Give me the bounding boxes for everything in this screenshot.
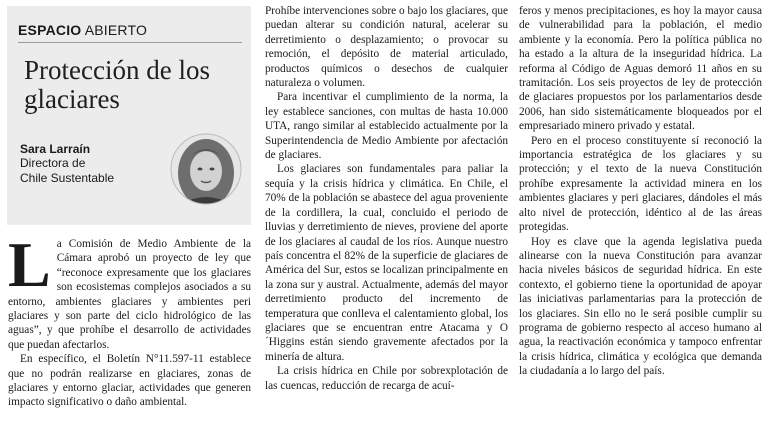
author-role-line2: Chile Sustentable bbox=[20, 171, 115, 185]
text-column-1 bbox=[8, 237, 251, 417]
section-label-bold: ESPACIO bbox=[18, 22, 82, 38]
author-role-line1: Directora de bbox=[20, 156, 86, 170]
author-name: Sara Larraín bbox=[20, 142, 91, 156]
author-role bbox=[20, 156, 114, 186]
paragraph: En específico, el Boletín N°11.597-11 establece que no podrán realizarse en glaciares, zonas de glaciares y entorno glaciar, actividades que generen impacto significativo o daño ambiental. bbox=[8, 353, 251, 409]
paragraph: Para incentivar el cumplimiento de la norma, la ley establece sanciones, con multas de hasta 10.000 UTA, rango similar al establecido actualmente por la Superintendencia de Medio Ambiente por afectación de glaciares. bbox=[265, 91, 508, 162]
drop-cap: L bbox=[8, 237, 51, 300]
article-title: Protección de los glaciares bbox=[24, 55, 210, 114]
section-label bbox=[18, 22, 147, 38]
section-divider bbox=[18, 42, 242, 43]
paragraph: Hoy es clave que la agenda legislativa pueda alinearse con la nueva Constitución para avanzar hacia niveles básicos de seguridad hídrica. En este contexto, el gobierno tiene la oportunidad de apoyar las iniciativas parlamentarias para la protección de los glaciares. Sin ello no le será posible cumplir su programa de gobierno respecto al acceso humano al agua, la reactivación económica y tampoco enfrentar la crisis hídrica, climática y ecológica que demanda la ciudadanía a lo largo del país. bbox=[519, 235, 762, 378]
text-column-2 bbox=[265, 4, 508, 418]
paragraph: Los glaciares son fundamentales para paliar la sequía y la crisis hídrica y climática. En Chile, el 70% de la población se abastece del agua proveniente de la cordillera, la cual, concluido el periodo de lluvias y derretimiento de nieves, proviene del aporte de los glaciares al caudal de los ríos. Aunque nuestro país concentra el 82% de la superficie de glaciares de América del Sur, estos se localizan principalmente en la zona sur y austral. Actualmente, además del mayor derretimiento producto del incremento de temperatura que conlleva el calentamiento global, los glaciares que se encuentran entre Atacama y O´Higgins están siendo gravemente afectados por la minería de altura. bbox=[265, 163, 508, 363]
text-column-3 bbox=[519, 4, 762, 418]
section-label-rest: ABIERTO bbox=[84, 22, 148, 38]
paragraph: Prohíbe intervenciones sobre o bajo los glaciares, que puedan alterar su condición natural, acelerar su derretimiento o desplazamiento; o provocar su remoción, el depósito de material articulado, productos químicos o desechos de cualquier naturaleza o volumen. bbox=[265, 5, 508, 90]
paragraph: La crisis hídrica en Chile por sobrexplotación de las cuencas, reducción de recarga de acuí- bbox=[265, 365, 508, 392]
paragraph bbox=[8, 237, 251, 352]
author-photo bbox=[170, 133, 242, 205]
paragraph: Pero en el proceso constituyente sí reconoció la importancia estratégica de los glaciares y su protección; y el texto de la nueva Constitución prohíbe expresamente la actividad minera en los ambientes glaciares y peri glaciares, dándoles el más alto nivel de protección, idéntico al de las áreas protegidas. bbox=[519, 134, 762, 234]
paragraph: feros y menos precipitaciones, es hoy la mayor causa de vulnerabilidad para la población, el medio ambiente y la economía. Pero la política pública no ha estado a la altura de la inseguridad hídrica. La reforma al Código de Aguas demoró 11 años en su tramitación. Los seis proyectos de ley de protección de glaciares propuestos por los parlamentarios desde 2006, han sido sistemáticamente bloqueados por el empresariado minero privado y estatal. bbox=[519, 5, 762, 133]
paragraph-text: a Comisión de Medio Ambiente de la Cámara aprobó un proyecto de ley que “reconoce expresamente que los glaciares son ecosistemas complejos asociados a su entorno, ambientes glaciares y ambientes peri glaciares y son parte del ciclo hidrológico de las aguas”, y que prohíbe el desarrollo de actividades que puedan afectarlos. bbox=[8, 238, 251, 351]
